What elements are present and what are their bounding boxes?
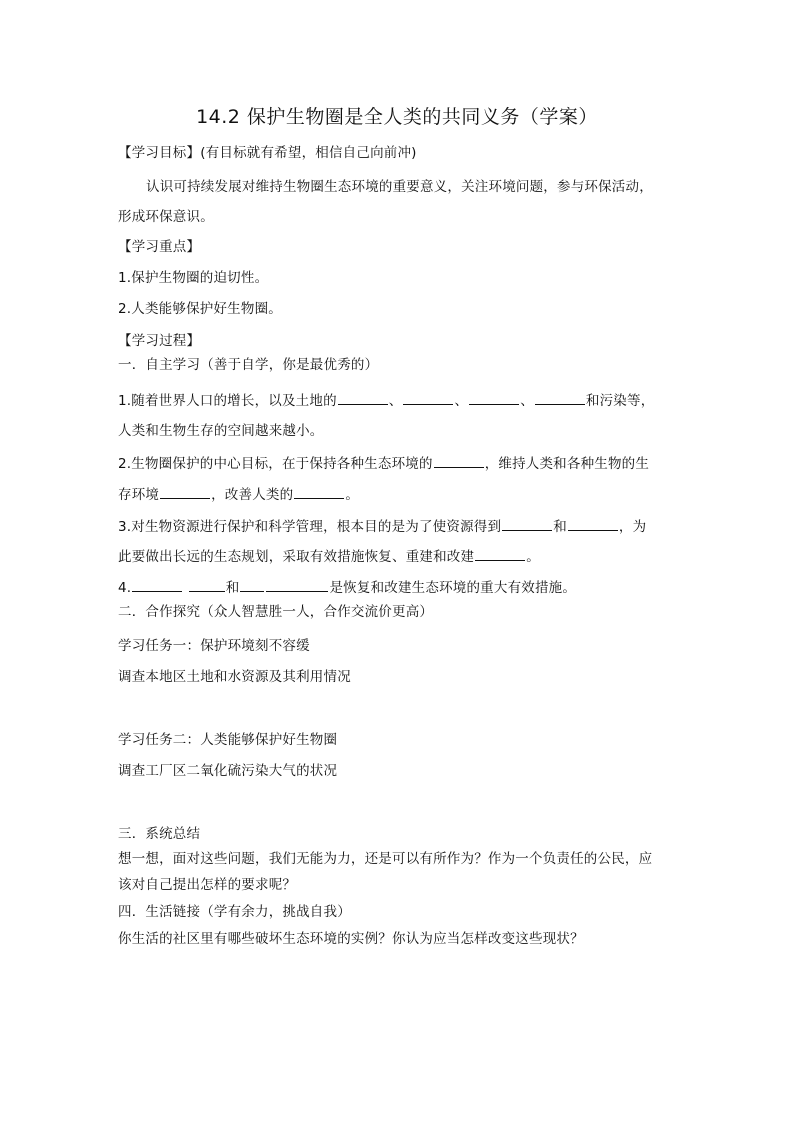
fill-blank[interactable] — [403, 390, 453, 405]
goals-motto: (有目标就有希望，相信自己向前冲) — [200, 145, 417, 161]
question-2-line-1 — [118, 453, 678, 474]
goals-line — [118, 143, 678, 163]
question-2-tail: ，维持人类和各种生物的生 — [484, 456, 650, 472]
section-1-heading: 一．自主学习（善于自学，你是最优秀的） — [118, 357, 379, 373]
section-3-heading: 三．系统总结 — [118, 826, 201, 842]
fill-blank[interactable] — [266, 577, 328, 592]
question-3-line-2 — [118, 546, 678, 567]
fill-blank[interactable] — [469, 390, 519, 405]
fill-blank[interactable] — [434, 453, 484, 468]
question-4-number: 4. — [118, 580, 132, 596]
separator: 、 — [388, 393, 403, 409]
process-heading: 【学习过程】 — [118, 333, 201, 349]
question-1-line-1 — [118, 390, 678, 411]
key-points-heading: 【学习重点】 — [118, 239, 201, 255]
key-point-2: 2.人类能够保护好生物圈。 — [118, 301, 282, 317]
fill-blank[interactable] — [240, 577, 264, 592]
key-point-1: 1.保护生物圈的迫切性。 — [118, 270, 269, 286]
question-3-text: 3.对生物资源进行保护和科学管理，根本目的是为了使资源得到 — [118, 519, 502, 535]
goals-text-2: 形成环保意识。 — [118, 209, 214, 225]
question-1-text: 1.随着世界人口的增长，以及土地的 — [118, 393, 337, 409]
question-4-line — [118, 577, 678, 598]
question-1-tail: 和污染等， — [585, 393, 655, 409]
question-4-text: 和 — [225, 580, 240, 596]
page-title: 14.2 保护生物圈是全人类的共同义务（学案） — [196, 106, 598, 128]
life-link-text: 你生活的社区里有哪些破坏生态环境的实例？你认为应当怎样改变这些现状？ — [118, 931, 584, 947]
fill-blank[interactable] — [294, 484, 344, 499]
task-2-title: 学习任务二：人类能够保护好生物圈 — [118, 732, 338, 748]
fill-blank[interactable] — [502, 516, 552, 531]
fill-blank[interactable] — [189, 577, 225, 592]
question-2-text: 存环境 — [118, 487, 160, 503]
task-1-subtitle: 调查本地区土地和水资源及其利用情况 — [118, 669, 351, 685]
question-2-end: 。 — [345, 487, 360, 503]
fill-blank[interactable] — [568, 516, 618, 531]
question-2-text: 2.生物圈保护的中心目标，在于保持各种生态环境的 — [118, 456, 433, 472]
goals-text-1: 认识可持续发展对维持生物圈生态环境的重要意义，关注环境问题，参与环保活动， — [146, 179, 653, 195]
summary-line-2: 该对自己提出怎样的要求呢？ — [118, 877, 297, 893]
question-2-text: ，改善人类的 — [211, 487, 294, 503]
task-2-subtitle: 调查工厂区二氧化硫污染大气的状况 — [118, 763, 338, 779]
question-1-line-2: 人类和生物生存的空间越来越小。 — [118, 423, 324, 439]
section-2-heading: 二．合作探究（众人智慧胜一人，合作交流价更高） — [118, 604, 434, 620]
section-4-heading: 四．生活链接（学有余力，挑战自我） — [118, 904, 351, 920]
question-2-line-2 — [118, 484, 678, 505]
question-3-text: 此要做出长远的生态规划，采取有效措施恢复、重建和改建 — [118, 549, 475, 565]
question-3-tail: ，为 — [618, 519, 647, 535]
question-3-text: 和 — [553, 519, 567, 535]
separator: 、 — [520, 393, 534, 409]
summary-line-1: 想一想，面对这些问题，我们无能为力，还是可以有所作为？作为一个负责任的公民，应 — [118, 851, 653, 867]
task-1-title: 学习任务一：保护环境刻不容缓 — [118, 638, 310, 654]
separator: 、 — [454, 393, 469, 409]
goals-heading: 【学习目标】 — [118, 145, 201, 161]
question-4-tail: 是恢复和改建生态环境的重大有效措施。 — [329, 580, 577, 596]
fill-blank[interactable] — [338, 390, 388, 405]
question-3-line-1 — [118, 516, 678, 537]
fill-blank[interactable] — [132, 577, 182, 592]
fill-blank[interactable] — [160, 484, 210, 499]
fill-blank[interactable] — [475, 546, 525, 561]
fill-blank[interactable] — [535, 390, 585, 405]
question-3-end: 。 — [526, 549, 540, 565]
